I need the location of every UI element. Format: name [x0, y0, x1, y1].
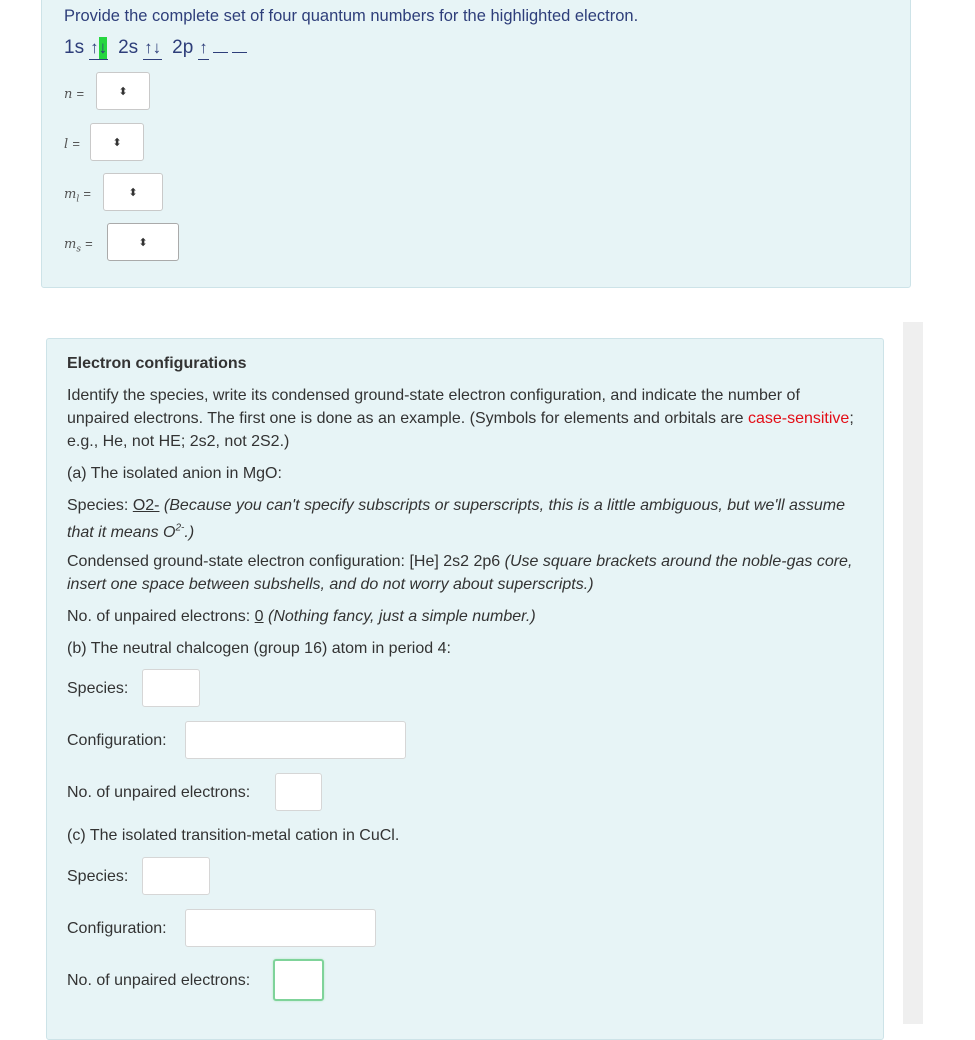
select-arrows-icon: ⬍ [112, 136, 122, 149]
example-config-value: [He] 2s2 2p6 [409, 553, 501, 570]
n-label: n = [64, 86, 85, 102]
b-config-input[interactable] [185, 721, 406, 759]
ms-select[interactable] [107, 223, 179, 261]
ms-label: $m_s$ = [64, 236, 93, 255]
n-select[interactable] [96, 72, 150, 110]
select-arrows-icon: ⬍ [128, 186, 138, 199]
section-heading: Electron configurations [67, 355, 247, 372]
orbital-1s-label: 1s [64, 37, 85, 58]
ml-label: $m_l$ = [64, 186, 91, 205]
c-species-label: Species: [67, 868, 129, 885]
orbital-2p-box-1 [198, 37, 209, 60]
spin-up-arrow-icon: ↑ [144, 38, 153, 57]
c-config-input[interactable] [185, 909, 376, 947]
orbital-2p-box-3 [232, 36, 247, 53]
example-unpaired-value: 0 [254, 608, 264, 625]
instructions: Identify the species, write its condensed ground-state electron configuration, and indicate the number of unpaired electrons. The first one is done as an example. (Symbols for elements and orbitals are case-sensitive; e.g., He, not HE; 2s2, not 2S2.) [67, 387, 854, 450]
c-unpaired-input[interactable] [273, 959, 324, 1001]
part-a-species: Species: O2- (Because you can't specify subscripts or superscripts, this is a little ambiguous, but we'll assume that it means $O^{2-}$.) [67, 497, 845, 542]
select-arrows-icon: ⬍ [118, 85, 128, 98]
part-b-label: (b) The neutral chalcogen (group 16) atom in period 4: [67, 640, 451, 657]
orbital-2s-label: 2s [118, 37, 139, 58]
part-c-label: (c) The isolated transition-metal cation in CuCl. [67, 827, 400, 844]
orbital-diagram [64, 36, 251, 60]
part-a-unpaired: No. of unpaired electrons: 0 (Nothing fancy, just a simple number.) [67, 608, 536, 625]
spin-up-arrow-icon: ↑ [199, 38, 208, 57]
example-species-value: O2- [132, 497, 160, 514]
spin-up-arrow-icon: ↑ [90, 38, 99, 57]
highlighted-spin-down-arrow-icon: ↓ [98, 38, 108, 57]
l-label: l = [64, 136, 80, 152]
b-species-input[interactable] [142, 669, 200, 707]
b-species-label: Species: [67, 680, 129, 697]
part-a-config: Condensed ground-state electron configuration: [He] 2s2 2p6 (Use square brackets around the noble-gas core, insert one space between subshells, and do not worry about superscripts.) [67, 553, 853, 593]
b-unpaired-input[interactable] [275, 773, 322, 811]
case-sensitive-note: case-sensitive [747, 410, 850, 427]
part-a-label: (a) The isolated anion in MgO: [67, 465, 282, 482]
c-species-input[interactable] [142, 857, 210, 895]
b-unpaired-label: No. of unpaired electrons: [67, 784, 251, 801]
c-unpaired-label: No. of unpaired electrons: [67, 972, 251, 989]
c-config-label: Configuration: [67, 920, 167, 937]
ml-select[interactable] [103, 173, 163, 211]
select-arrows-icon: ⬍ [138, 236, 148, 249]
spin-down-arrow-icon: ↓ [152, 38, 162, 57]
l-select[interactable] [90, 123, 144, 161]
scrollbar-track[interactable] [903, 322, 923, 1024]
orbital-2p-box-2 [213, 36, 228, 53]
question-prompt: Provide the complete set of four quantum numbers for the highlighted electron. [64, 7, 639, 25]
orbital-1s-box [89, 37, 108, 60]
orbital-2s-box [143, 37, 162, 60]
orbital-2p-label: 2p [172, 37, 194, 58]
b-config-label: Configuration: [67, 732, 167, 749]
